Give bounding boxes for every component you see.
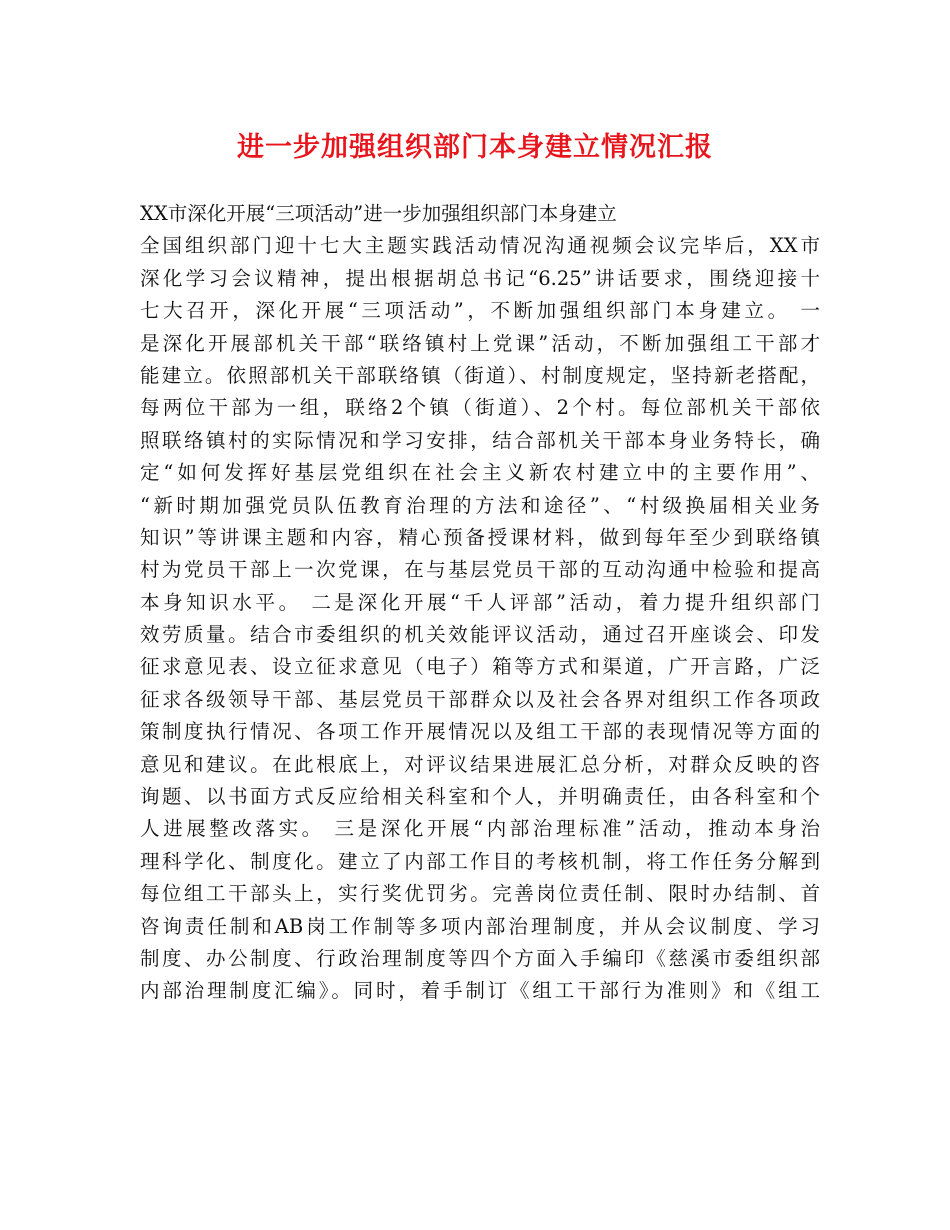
body-line: 七大召开，深化开展“三项活动”，不断加强组织部门本身建立。 一 — [140, 299, 820, 323]
body-line: XX市深化开展“三项活动”进一步加强组织部门本身建立 — [140, 202, 617, 225]
body-line: 内部治理制度汇编》。同时，着手制订《组工干部行为准则》和《组工 — [140, 979, 820, 1003]
body-line: 咨询责任制和AB岗工作制等多项内部治理制度，并从会议制度、学习 — [140, 914, 820, 938]
body-line: 策制度执行情况、各项工作开展情况以及组工干部的表现情况等方面的 — [140, 720, 820, 744]
body-line: 询题、以书面方式反应给相关科室和个人，并明确责任，由各科室和个 — [140, 785, 820, 809]
body-line: 村为党员干部上一次党课，在与基层党员干部的互动沟通中检验和提高 — [140, 558, 820, 582]
body-line: 每两位干部为一组，联络2个镇（街道）、2个村。每位部机关干部依 — [140, 396, 820, 420]
document-title: 进一步加强组织部门本身建立情况汇报 — [237, 132, 713, 163]
body-line: 每位组工干部头上，实行奖优罚劣。完善岗位责任制、限时办结制、首 — [140, 882, 820, 906]
body-line: 知识”等讲课主题和内容，精心预备授课材料，做到每年至少到联络镇 — [140, 525, 820, 549]
body-line: 定“如何发挥好基层党组织在社会主义新农村建立中的主要作用”、 — [140, 461, 820, 485]
body-line: 本身知识水平。 二是深化开展“千人评部”活动，着力提升组织部门 — [140, 590, 820, 614]
body-line: 效劳质量。结合市委组织的机关效能评议活动，通过召开座谈会、印发 — [140, 623, 820, 647]
body-line: 能建立。依照部机关干部联络镇（街道）、村制度规定，坚持新老搭配， — [140, 363, 820, 387]
body-line: 深化学习会议精神，提出根据胡总书记“6.25”讲话要求，围绕迎接十 — [140, 266, 820, 290]
body-line: 理科学化、制度化。建立了内部工作目的考核机制，将工作任务分解到 — [140, 849, 820, 873]
body-line: 人进展整改落实。 三是深化开展“内部治理标准”活动，推动本身治 — [140, 817, 820, 841]
body-line: 意见和建议。在此根底上，对评议结果进展汇总分析，对群众反映的咨 — [140, 752, 820, 776]
body-line: 征求意见表、设立征求意见（电子）箱等方式和渠道，广开言路，广泛 — [140, 655, 820, 679]
body-line: 全国组织部门迎十七大主题实践活动情况沟通视频会议完毕后，XX市 — [140, 234, 820, 258]
body-line: 征求各级领导干部、基层党员干部群众以及社会各界对组织工作各项政 — [140, 687, 820, 711]
body-line: “新时期加强党员队伍教育治理的方法和途径”、“村级换届相关业务 — [140, 493, 820, 517]
body-line: 照联络镇村的实际情况和学习安排，结合部机关干部本身业务特长，确 — [140, 428, 820, 452]
document-body — [140, 198, 820, 1008]
body-line: 是深化开展部机关干部“联络镇村上党课”活动，不断加强组工干部才 — [140, 331, 820, 355]
body-line: 制度、办公制度、行政治理制度等四个方面入手编印《慈溪市委组织部 — [140, 946, 820, 970]
